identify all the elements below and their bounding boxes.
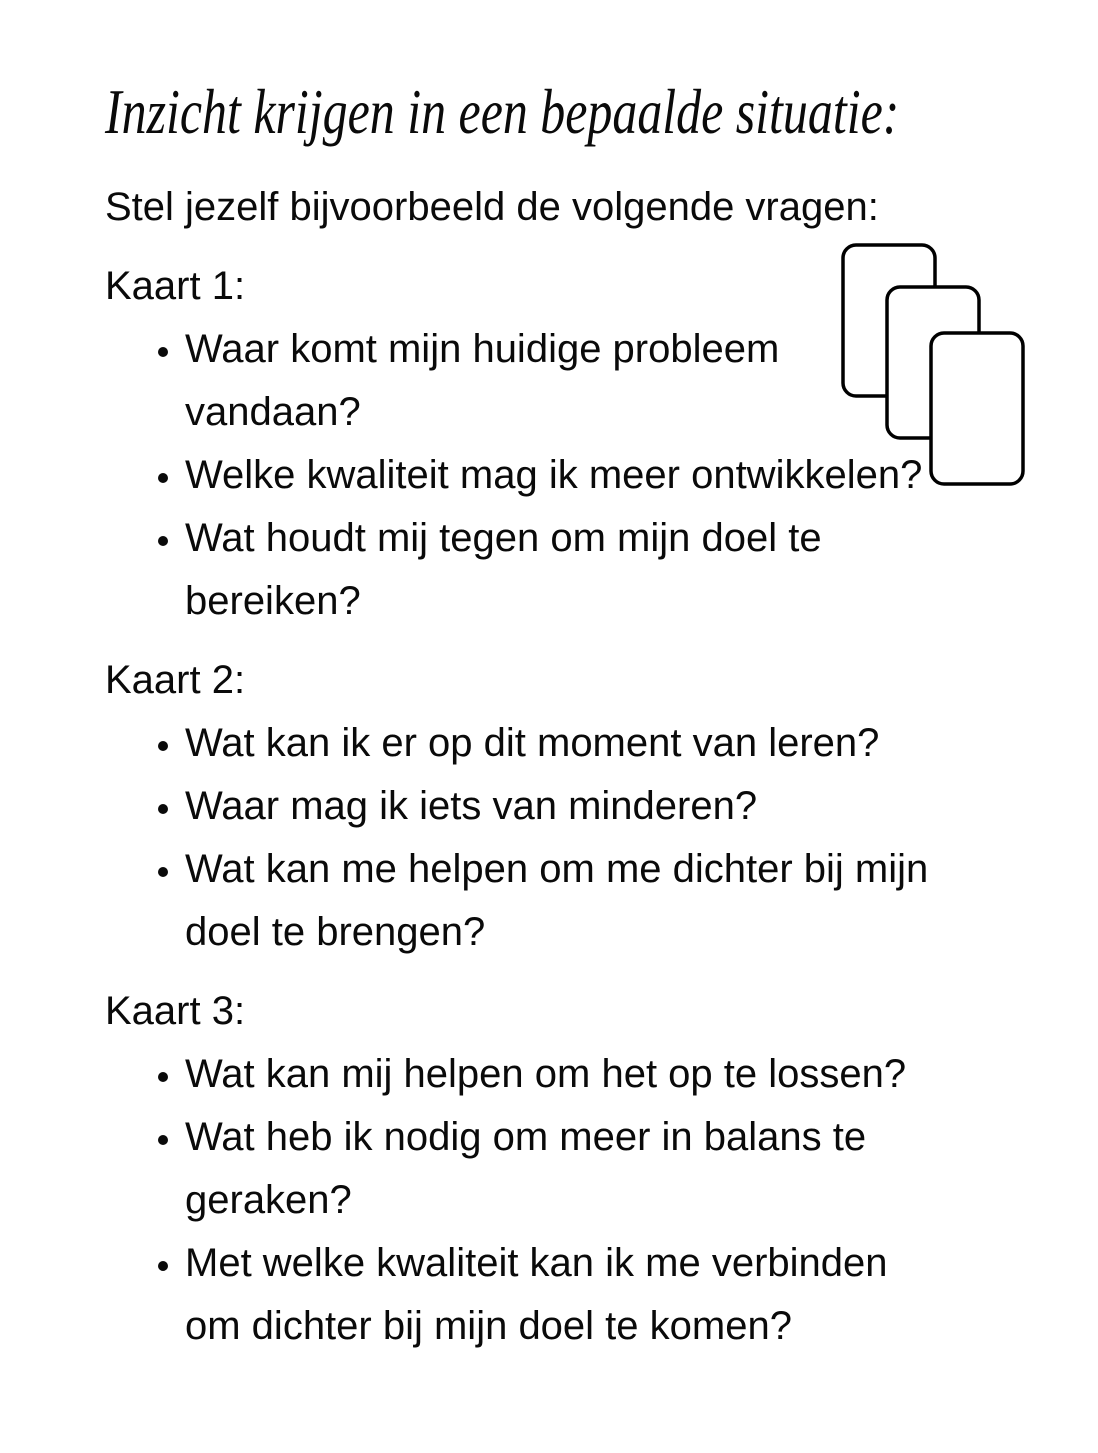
section-heading-kaart-3: Kaart 3:	[105, 989, 246, 1033]
bullet-line: om dichter bij mijn doel te komen?	[185, 1304, 792, 1348]
list-item	[185, 775, 1038, 838]
list-item	[185, 507, 1038, 633]
section-heading-kaart-2: Kaart 2:	[105, 658, 246, 702]
bullet-line: • Waar mag ik iets van minderen?	[185, 784, 758, 828]
stacked-cards-graphic	[841, 243, 1025, 488]
list-item	[185, 712, 1038, 775]
bullet-line: geraken?	[185, 1178, 352, 1222]
section-heading-kaart-1: Kaart 1:	[105, 264, 246, 308]
card-front-icon	[931, 333, 1023, 484]
list-item	[185, 838, 1038, 964]
bullet-line: • Waar komt mijn huidige probleem	[185, 327, 780, 371]
page-title: Inzicht krijgen in een bepaalde situatie:	[105, 76, 900, 147]
bullet-line: • Welke kwaliteit mag ik meer ontwikkelen?	[185, 453, 923, 497]
bullet-list-kaart-2	[105, 712, 1038, 964]
bullet-line: • Met welke kwaliteit kan ik me verbinden	[185, 1241, 888, 1285]
list-item	[185, 1043, 1038, 1106]
bullet-line: doel te brengen?	[185, 910, 486, 954]
bullet-line: • Wat kan ik er op dit moment van leren?	[185, 721, 880, 765]
bullet-list-kaart-3	[105, 1043, 1038, 1358]
bullet-line: • Wat kan me helpen om me dichter bij mijn	[185, 847, 929, 891]
bullet-line: vandaan?	[185, 390, 361, 434]
bullet-line: • Wat houdt mij tegen om mijn doel te	[185, 516, 822, 560]
bullet-line: • Wat kan mij helpen om het op te lossen?	[185, 1052, 907, 1096]
intro-text: Stel jezelf bijvoorbeeld de volgende vragen:	[105, 185, 879, 229]
bullet-line: • Wat heb ik nodig om meer in balans te	[185, 1115, 867, 1159]
bullet-line: bereiken?	[185, 579, 361, 623]
list-item	[185, 1106, 1038, 1232]
list-item	[185, 1232, 1038, 1358]
